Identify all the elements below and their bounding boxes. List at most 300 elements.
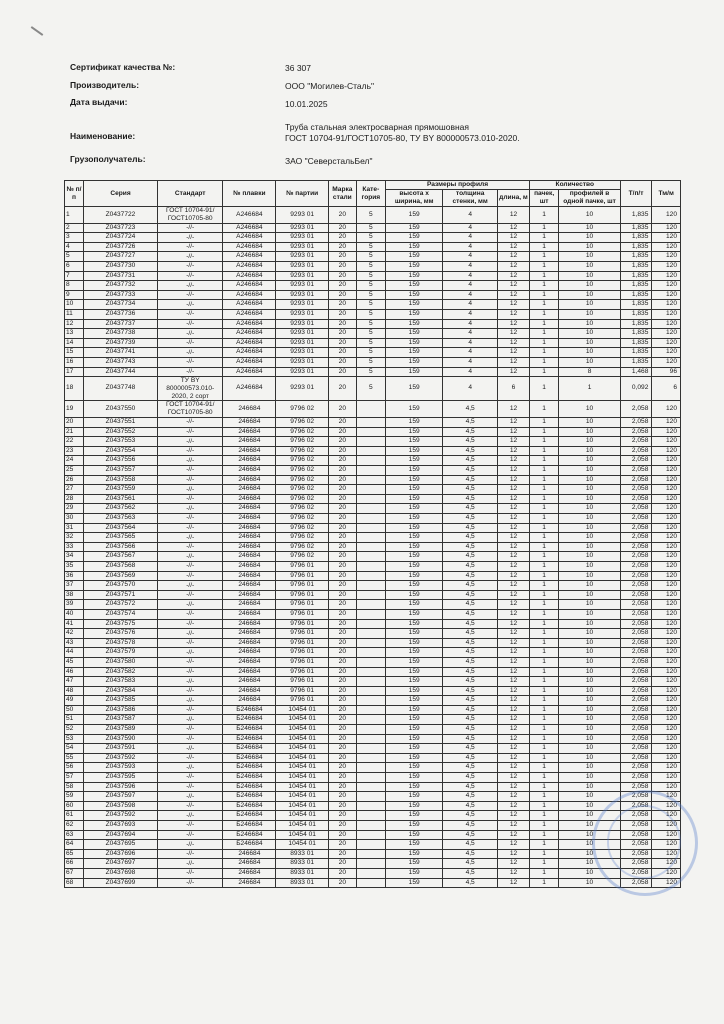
table-cell: 1,835 (620, 242, 652, 252)
table-cell: 9293 01 (276, 309, 329, 319)
table-cell: 1 (529, 600, 559, 610)
col-heat: № плавки (223, 181, 276, 207)
table-cell: Z0437739 (84, 338, 158, 348)
table-cell: 20 (329, 300, 356, 310)
table-cell: Б246684 (223, 782, 276, 792)
table-cell: 4,5 (443, 590, 498, 600)
table-cell: -//- (157, 629, 223, 639)
table-cell: -//- (157, 792, 223, 802)
table-cell: 1 (529, 638, 559, 648)
table-cell: 4,5 (443, 782, 498, 792)
table-cell: 20 (329, 466, 356, 476)
table-cell: 18 (65, 377, 84, 401)
table-cell: -//- (157, 418, 223, 428)
table-cell: 120 (652, 514, 681, 524)
table-cell: 1 (529, 552, 559, 562)
table-cell: 1 (529, 427, 559, 437)
table-cell: 12 (498, 753, 530, 763)
table-cell: 14 (65, 338, 84, 348)
table-cell: 10454 01 (276, 773, 329, 783)
table-cell: 246684 (223, 657, 276, 667)
table-cell: 120 (652, 542, 681, 552)
stamp-inner (607, 805, 681, 879)
table-cell: 40 (65, 609, 84, 619)
table-cell: 159 (386, 715, 443, 725)
table-cell: 2,058 (620, 590, 652, 600)
table-cell: 49 (65, 696, 84, 706)
table-cell (356, 466, 386, 476)
table-cell: Z0437554 (84, 446, 158, 456)
table-cell: 33 (65, 542, 84, 552)
table-cell: Z0437737 (84, 319, 158, 329)
table-row (65, 446, 681, 456)
table-cell (356, 667, 386, 677)
table-cell: 159 (386, 271, 443, 281)
table-cell: 246684 (223, 677, 276, 687)
table-cell: 9796 01 (276, 638, 329, 648)
table-cell: Z0437578 (84, 638, 158, 648)
table-cell: -//- (157, 367, 223, 377)
table-cell: 159 (386, 533, 443, 543)
table-cell: Б246684 (223, 725, 276, 735)
table-cell: 12 (498, 475, 530, 485)
table-cell: 10 (559, 629, 620, 639)
table-cell: Z0437696 (84, 849, 158, 859)
table-cell: 3 (65, 233, 84, 243)
table-cell: 10 (559, 609, 620, 619)
table-cell: 1 (529, 868, 559, 878)
table-cell: 63 (65, 830, 84, 840)
table-cell: 10454 01 (276, 782, 329, 792)
table-row (65, 252, 681, 262)
consignee-label: Грузополучатель: (70, 154, 146, 164)
table-cell: 4,5 (443, 705, 498, 715)
table-cell: 10 (559, 868, 620, 878)
table-cell: 12 (498, 821, 530, 831)
table-cell: 120 (652, 821, 681, 831)
table-cell: 10454 01 (276, 744, 329, 754)
table-cell (356, 840, 386, 850)
table-cell: Z0437559 (84, 485, 158, 495)
table-cell (356, 494, 386, 504)
table-cell: 246684 (223, 571, 276, 581)
table-cell: 25 (65, 466, 84, 476)
table-cell: 8 (65, 281, 84, 291)
table-cell: 10 (559, 504, 620, 514)
table-cell: Б246684 (223, 744, 276, 754)
table-cell: 58 (65, 782, 84, 792)
table-cell: 20 (65, 418, 84, 428)
table-cell: 12 (498, 619, 530, 629)
table-cell: 246684 (223, 619, 276, 629)
table-cell: 10 (559, 801, 620, 811)
table-cell: 4 (443, 207, 498, 224)
table-cell: -//- (157, 744, 223, 754)
table-cell: 5 (356, 233, 386, 243)
table-cell: 20 (329, 638, 356, 648)
table-cell: 5 (356, 281, 386, 291)
table-cell: 20 (329, 715, 356, 725)
table-cell: 20 (329, 319, 356, 329)
table-cell: Z0437575 (84, 619, 158, 629)
table-cell: 9293 01 (276, 357, 329, 367)
table-row (65, 427, 681, 437)
table-row (65, 561, 681, 571)
table-cell: 12 (498, 830, 530, 840)
table-cell: 4 (443, 300, 498, 310)
table-cell: 20 (329, 348, 356, 358)
table-cell: 64 (65, 840, 84, 850)
table-cell: 159 (386, 542, 443, 552)
table-row (65, 581, 681, 591)
table-cell (356, 590, 386, 600)
table-cell: 1 (529, 811, 559, 821)
table-cell: 12 (498, 552, 530, 562)
table-cell: 159 (386, 773, 443, 783)
table-cell: 2,058 (620, 705, 652, 715)
table-cell: -//- (157, 261, 223, 271)
table-cell: 10 (559, 427, 620, 437)
table-cell: 246684 (223, 609, 276, 619)
table-cell: 159 (386, 849, 443, 859)
table-cell: 2,058 (620, 744, 652, 754)
table-cell: 20 (329, 242, 356, 252)
table-cell: 42 (65, 629, 84, 639)
table-cell: 159 (386, 290, 443, 300)
table-cell: 4,5 (443, 466, 498, 476)
table-cell: 52 (65, 725, 84, 735)
table-cell: 20 (329, 629, 356, 639)
table-cell: 159 (386, 523, 443, 533)
table-cell: 4,5 (443, 494, 498, 504)
table-cell: 2,058 (620, 830, 652, 840)
table-cell: 4,5 (443, 792, 498, 802)
table-cell: 159 (386, 300, 443, 310)
table-cell: 5 (356, 300, 386, 310)
table-cell: -//- (157, 725, 223, 735)
table-cell: 20 (329, 763, 356, 773)
name-value-line-2: ГОСТ 10704-91/ГОСТ10705-80, ТУ BY 800000573.010-2020. (285, 133, 520, 143)
col-lot: № партии (276, 181, 329, 207)
table-cell: 1 (529, 377, 559, 401)
table-cell: 1 (529, 485, 559, 495)
table-cell: Z0437695 (84, 840, 158, 850)
table-cell: A246684 (223, 319, 276, 329)
table-cell: 1 (529, 657, 559, 667)
table-cell: 120 (652, 849, 681, 859)
table-cell: Б246684 (223, 753, 276, 763)
table-cell: 159 (386, 744, 443, 754)
table-cell: 1 (529, 437, 559, 447)
table-cell: 12 (498, 494, 530, 504)
table-cell: 4,5 (443, 514, 498, 524)
table-cell: 20 (329, 533, 356, 543)
table-cell: 5 (356, 261, 386, 271)
table-cell: 2,058 (620, 686, 652, 696)
table-cell: -//- (157, 657, 223, 667)
table-cell: 4,5 (443, 446, 498, 456)
table-cell: 120 (652, 705, 681, 715)
table-cell: 29 (65, 504, 84, 514)
table-cell: 27 (65, 485, 84, 495)
table-cell: -//- (157, 849, 223, 859)
table-cell: 20 (329, 252, 356, 262)
table-cell: 9293 01 (276, 348, 329, 358)
table-cell (356, 801, 386, 811)
table-cell: 246684 (223, 475, 276, 485)
table-cell: -//- (157, 514, 223, 524)
table-row (65, 571, 681, 581)
table-cell: 20 (329, 494, 356, 504)
table-cell: 2,058 (620, 801, 652, 811)
table-cell: 10 (559, 715, 620, 725)
table-cell: 2,058 (620, 821, 652, 831)
table-cell: 22 (65, 437, 84, 447)
table-cell: 45 (65, 657, 84, 667)
table-cell (356, 734, 386, 744)
name-label: Наименование: (70, 131, 136, 141)
table-cell: 1 (529, 792, 559, 802)
table-cell: 246684 (223, 514, 276, 524)
table-cell: 4,5 (443, 542, 498, 552)
table-cell: 1 (529, 801, 559, 811)
table-cell (356, 514, 386, 524)
table-cell: 48 (65, 686, 84, 696)
table-row (65, 609, 681, 619)
table-cell: Z0437590 (84, 734, 158, 744)
table-cell: -//- (157, 466, 223, 476)
table-row (65, 504, 681, 514)
table-cell: A246684 (223, 281, 276, 291)
table-cell: 120 (652, 300, 681, 310)
table-cell: 4,5 (443, 561, 498, 571)
table-cell: 4 (443, 290, 498, 300)
table-cell: Z0437731 (84, 271, 158, 281)
table-cell: 9293 01 (276, 338, 329, 348)
table-cell: 9796 02 (276, 542, 329, 552)
table-cell (356, 696, 386, 706)
table-cell: 1,835 (620, 207, 652, 224)
table-cell: 8 (559, 367, 620, 377)
table-cell: -//- (157, 648, 223, 658)
table-cell: 47 (65, 677, 84, 687)
table-cell: 12 (498, 348, 530, 358)
table-cell: 4,5 (443, 696, 498, 706)
table-cell: 4,5 (443, 811, 498, 821)
table-cell: 20 (329, 696, 356, 706)
table-cell: 4,5 (443, 504, 498, 514)
table-cell: 20 (329, 261, 356, 271)
table-cell: 20 (329, 377, 356, 401)
table-cell: 38 (65, 590, 84, 600)
table-cell: 4 (443, 309, 498, 319)
table-cell: 1 (529, 715, 559, 725)
table-row (65, 792, 681, 802)
table-cell: 20 (329, 367, 356, 377)
table-cell: 20 (329, 504, 356, 514)
table-cell: 13 (65, 329, 84, 339)
table-cell: 9293 01 (276, 367, 329, 377)
table-cell: 120 (652, 466, 681, 476)
table-cell: 12 (498, 357, 530, 367)
table-cell: 120 (652, 504, 681, 514)
table-cell: 120 (652, 533, 681, 543)
table-cell: 1,835 (620, 319, 652, 329)
table-cell: 159 (386, 782, 443, 792)
table-cell: -//- (157, 561, 223, 571)
cert-value: 36 307 (285, 63, 311, 73)
col-hw: высота х ширина, мм (386, 190, 443, 207)
table-cell: 20 (329, 801, 356, 811)
table-cell: A246684 (223, 357, 276, 367)
table-cell: 9796 02 (276, 427, 329, 437)
table-cell: 12 (498, 223, 530, 233)
table-cell: 10 (559, 446, 620, 456)
table-cell: 120 (652, 667, 681, 677)
table-cell: 120 (652, 840, 681, 850)
table-cell: 6 (652, 377, 681, 401)
table-cell: 159 (386, 309, 443, 319)
table-cell: 246684 (223, 849, 276, 859)
table-cell: 246684 (223, 648, 276, 658)
table-cell: Z0437724 (84, 233, 158, 243)
table-cell: Z0437744 (84, 367, 158, 377)
table-cell: 1,835 (620, 223, 652, 233)
table-cell: -//- (157, 782, 223, 792)
table-cell: 10 (559, 792, 620, 802)
table-row (65, 494, 681, 504)
table-cell: 246684 (223, 868, 276, 878)
table-cell: 1 (529, 494, 559, 504)
table-row (65, 233, 681, 243)
table-cell: 20 (329, 329, 356, 339)
table-cell: 159 (386, 319, 443, 329)
table-cell: Z0437553 (84, 437, 158, 447)
table-cell: 1 (529, 252, 559, 262)
table-cell: Б246684 (223, 801, 276, 811)
col-series: Серия (84, 181, 158, 207)
table-cell: Z0437591 (84, 744, 158, 754)
table-cell (356, 638, 386, 648)
table-cell: A246684 (223, 261, 276, 271)
table-cell: 5 (356, 252, 386, 262)
table-cell: -//- (157, 830, 223, 840)
table-cell: 10454 01 (276, 792, 329, 802)
table-cell: 5 (356, 338, 386, 348)
table-cell: 10 (559, 338, 620, 348)
table-cell: 159 (386, 657, 443, 667)
table-cell: 1 (529, 533, 559, 543)
table-cell: 2 (65, 223, 84, 233)
col-grade: Марка стали (329, 181, 356, 207)
table-cell: 2,058 (620, 782, 652, 792)
table-cell: Б246684 (223, 830, 276, 840)
table-cell: 120 (652, 242, 681, 252)
table-cell: 36 (65, 571, 84, 581)
col-len: длина, м (498, 190, 530, 207)
table-cell: 159 (386, 696, 443, 706)
table-cell: Z0437748 (84, 377, 158, 401)
table-cell: 1,835 (620, 300, 652, 310)
table-cell: 159 (386, 677, 443, 687)
table-cell: 1 (529, 367, 559, 377)
col-wall: толщина стенки, мм (443, 190, 498, 207)
table-cell: 10 (559, 523, 620, 533)
table-cell: 159 (386, 878, 443, 888)
table-cell: 159 (386, 629, 443, 639)
table-cell: 159 (386, 207, 443, 224)
table-cell: -//- (157, 357, 223, 367)
table-cell: 20 (329, 207, 356, 224)
table-cell: -//- (157, 868, 223, 878)
table-cell: 20 (329, 437, 356, 447)
table-cell: -//- (157, 811, 223, 821)
table-row (65, 629, 681, 639)
table-cell: 1 (529, 514, 559, 524)
table-cell: 10 (559, 309, 620, 319)
table-cell: 34 (65, 552, 84, 562)
table-cell: 120 (652, 281, 681, 291)
table-cell: 159 (386, 281, 443, 291)
table-row (65, 348, 681, 358)
table-cell: 120 (652, 619, 681, 629)
table-cell: 12 (498, 792, 530, 802)
table-cell: A246684 (223, 233, 276, 243)
table-cell: -//- (157, 609, 223, 619)
table-cell: 120 (652, 348, 681, 358)
table-cell (356, 821, 386, 831)
table-cell: 159 (386, 252, 443, 262)
table-cell: 120 (652, 233, 681, 243)
table-cell: 28 (65, 494, 84, 504)
table-cell: 246684 (223, 581, 276, 591)
table-cell: 1 (529, 348, 559, 358)
table-cell: 6 (65, 261, 84, 271)
table-cell: Z0437583 (84, 677, 158, 687)
table-cell: 10 (559, 859, 620, 869)
table-cell: 4,5 (443, 667, 498, 677)
table-cell: 20 (329, 830, 356, 840)
table-cell: 10 (559, 456, 620, 466)
table-cell: -//- (157, 859, 223, 869)
table-row (65, 782, 681, 792)
table-cell: 12 (498, 338, 530, 348)
table-cell: 12 (65, 319, 84, 329)
table-cell: 1,835 (620, 348, 652, 358)
table-cell: 2,058 (620, 542, 652, 552)
table-cell: Z0437593 (84, 763, 158, 773)
table-cell: 120 (652, 792, 681, 802)
table-cell: A246684 (223, 242, 276, 252)
table-cell: 1 (529, 319, 559, 329)
table-cell (356, 523, 386, 533)
table-cell: 2,058 (620, 466, 652, 476)
table-cell: 159 (386, 763, 443, 773)
table-cell: 246684 (223, 437, 276, 447)
table-cell: 1 (529, 418, 559, 428)
table-cell: 9796 02 (276, 523, 329, 533)
table-cell: 246684 (223, 629, 276, 639)
table-cell: 159 (386, 261, 443, 271)
table-cell: Z0437738 (84, 329, 158, 339)
table-cell: 20 (329, 338, 356, 348)
table-cell: ГОСТ 10704-91/ГОСТ10705-80 (157, 401, 223, 418)
table-cell: 1 (529, 281, 559, 291)
table-cell (356, 581, 386, 591)
table-cell: 10 (559, 657, 620, 667)
table-cell: -//- (157, 533, 223, 543)
table-row (65, 811, 681, 821)
